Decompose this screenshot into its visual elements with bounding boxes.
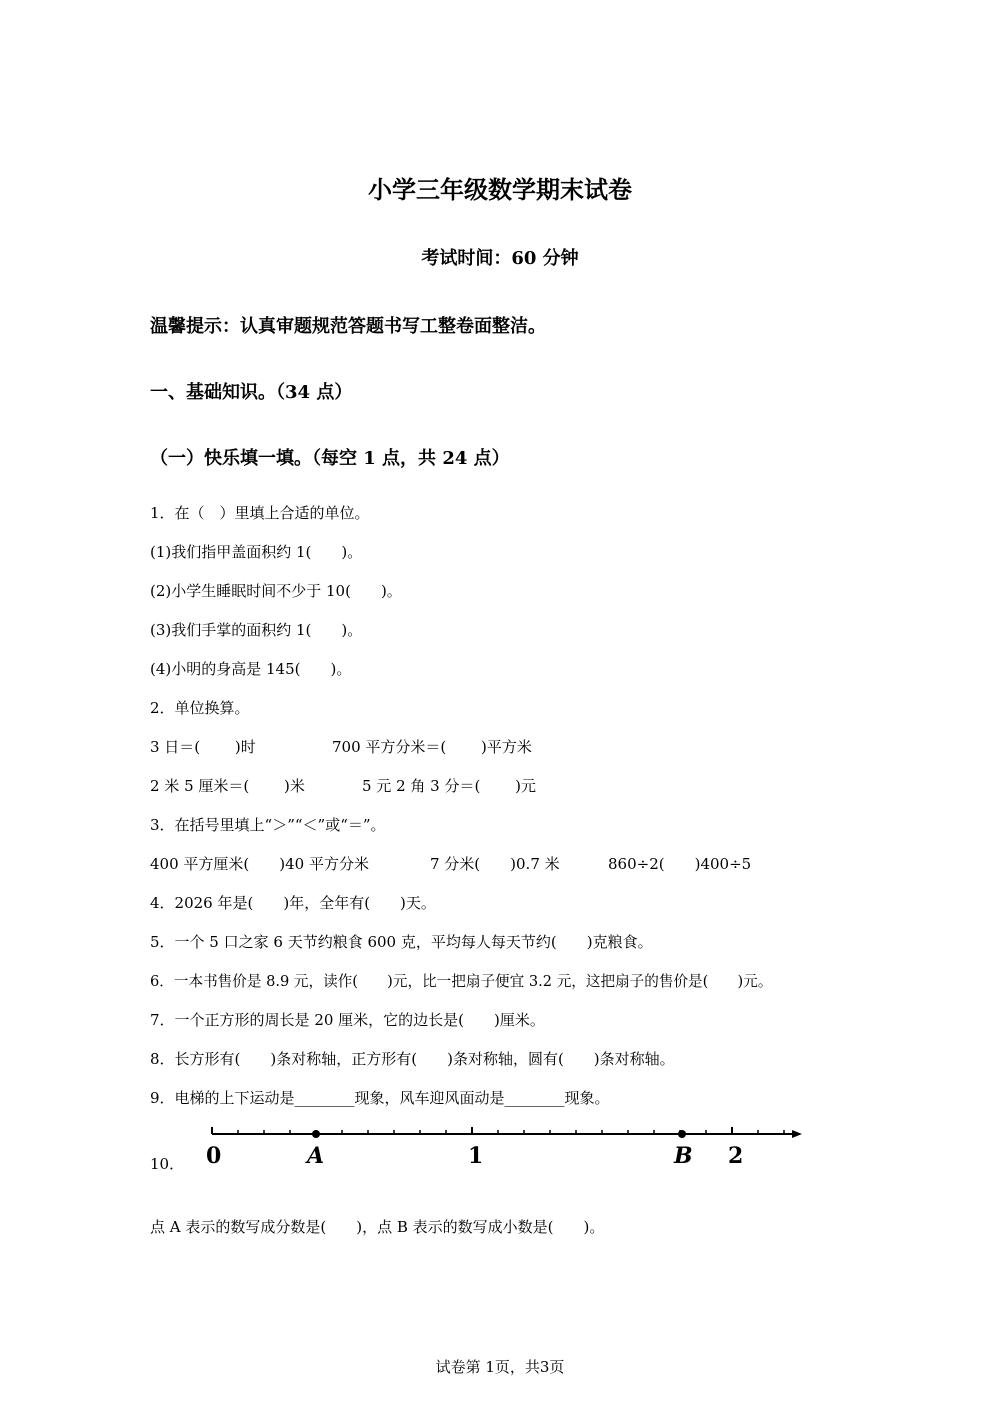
- question-2-row-1-part-b: 700 平方分米＝( )平方米: [332, 738, 532, 756]
- question-6: 6．一本书售价是 8.9 元，读作( )元，比一把扇子便宜 3.2 元，这把扇子的售价是( )元。: [150, 973, 773, 990]
- question-1-item-1: (1)我们指甲盖面积约 1( )。: [150, 543, 363, 561]
- question-3-part-a: 400 平方厘米( )40 平方分米: [150, 855, 369, 873]
- point-a-dot: [312, 1130, 320, 1138]
- label-two: 2: [728, 1143, 744, 1169]
- label-one: 1: [468, 1143, 484, 1169]
- question-8: 8．长方形有( )条对称轴，正方形有( )条对称轴，圆有( )条对称轴。: [150, 1050, 675, 1068]
- point-b-dot: [678, 1130, 686, 1138]
- question-10-text: 点 A 表示的数写成分数是( )，点 B 表示的数写成小数是( )。: [150, 1218, 605, 1236]
- question-4: 4．2026 年是( )年，全年有( )天。: [150, 894, 436, 912]
- question-7: 7．一个正方形的周长是 20 厘米，它的边长是( )厘米。: [150, 1011, 545, 1029]
- question-1-item-4: (4)小明的身高是 145( )。: [150, 660, 352, 678]
- question-1-stem: 1．在（ ）里填上合适的单位。: [150, 504, 370, 522]
- question-3-stem: 3．在括号里填上“＞”“＜”或“＝”。: [150, 816, 386, 834]
- subsection-heading-fill-in: （一）快乐填一填。（每空 1 点，共 24 点）: [150, 448, 510, 469]
- label-point-b: B: [674, 1143, 693, 1169]
- number-line-arrow: [792, 1130, 802, 1138]
- exam-duration: 考试时间：60 分钟: [421, 248, 579, 269]
- label-zero: 0: [206, 1143, 222, 1169]
- question-1-item-3: (3)我们手掌的面积约 1( )。: [150, 621, 363, 639]
- question-2-row-1-part-a: 3 日＝( )时: [150, 738, 256, 756]
- question-9: 9．电梯的上下运动是________现象，风车迎风面动是________现象。: [150, 1089, 610, 1107]
- exam-tip: 温馨提示：认真审题规范答题书写工整卷面整洁。: [150, 316, 546, 337]
- question-2-row-2: [150, 775, 536, 796]
- question-3-row: [150, 853, 790, 874]
- question-10-number: 10．: [150, 1155, 185, 1173]
- label-point-a: A: [307, 1143, 325, 1169]
- question-3-part-c: 860÷2( )400÷5: [608, 855, 752, 873]
- question-1-item-2: (2)小学生睡眠时间不少于 10( )。: [150, 582, 402, 600]
- exam-title: 小学三年级数学期末试卷: [368, 176, 632, 204]
- page-footer: 试卷第 1页，共3页: [435, 1358, 565, 1376]
- question-3-part-b: 7 分米( )0.7 米: [430, 855, 560, 873]
- question-2-stem: 2．单位换算。: [150, 699, 250, 717]
- question-2-row-1: [150, 736, 532, 757]
- question-2-row-2-part-a: 2 米 5 厘米＝( )米: [150, 777, 305, 795]
- number-line-ticks: [212, 1127, 784, 1134]
- number-line-figure: [150, 1122, 810, 1172]
- section-heading-basics: 一、基础知识。（34 点）: [150, 382, 353, 403]
- question-2-row-2-part-b: 5 元 2 角 3 分＝( )元: [362, 777, 536, 795]
- question-5: 5．一个 5 口之家 6 天节约粮食 600 克，平均每人每天节约( )克粮食。: [150, 933, 653, 951]
